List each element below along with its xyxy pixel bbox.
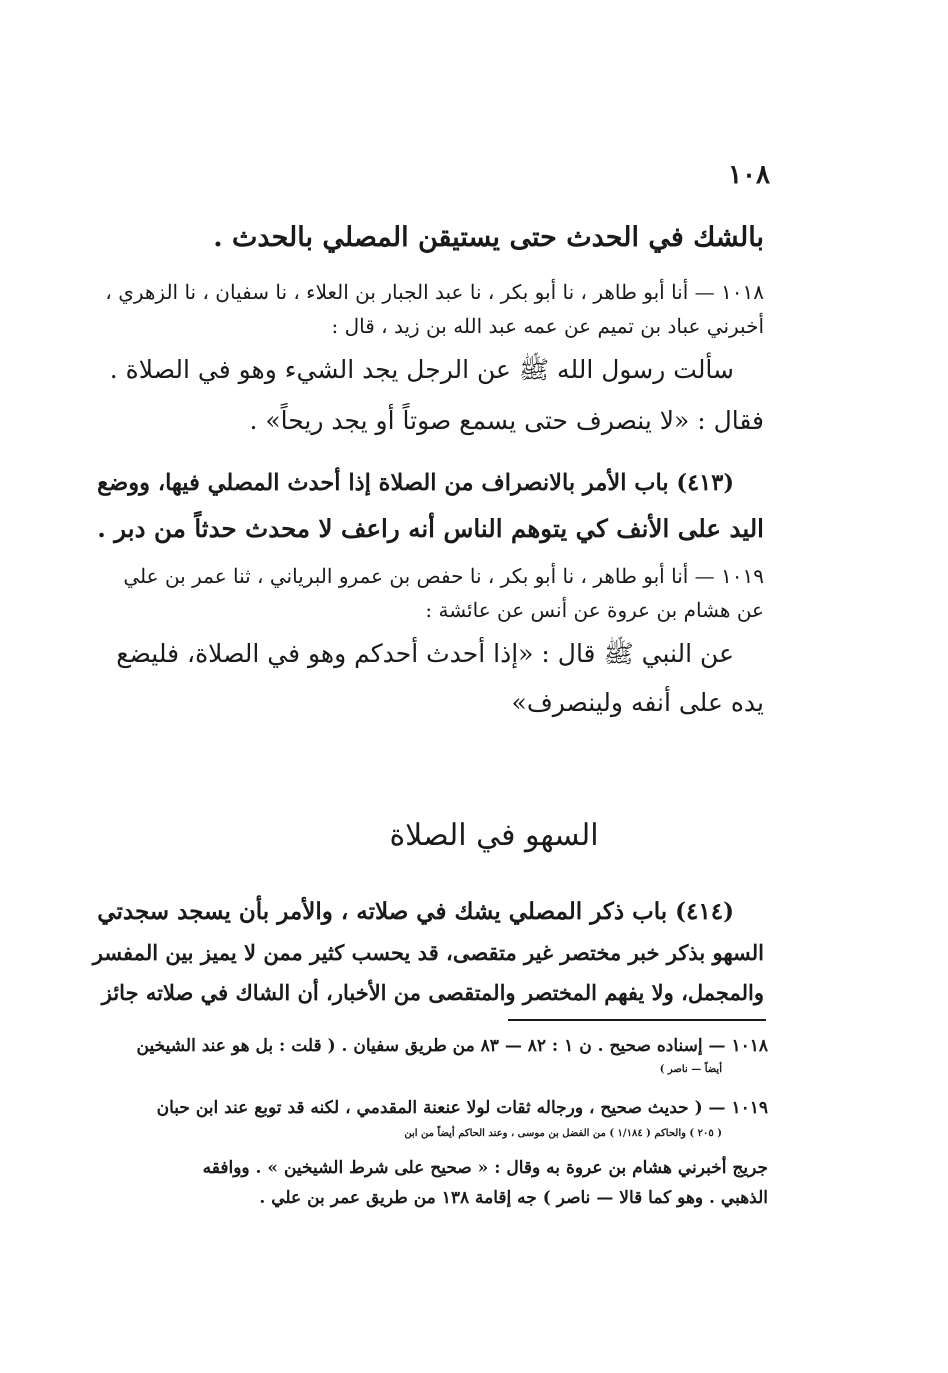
chapter-414-heading-line-2: السهو بذكر خبر مختصر غير متقصى، قد يحسب كثير ممن لا يميز بين المفسر: [92, 940, 764, 965]
hadith-1019-isnad-line-2: عن هشام بن عروة عن أنس عن عائشة :: [425, 598, 764, 622]
footnote-1019-line-2: ( ٢٠٥ ) والحاكم ( ١/١٨٤ ) من الفضل بن موسى ، وعند الحاكم أيضاً من ابن: [404, 1128, 722, 1139]
footnote-1019-line-1: ١٠١٩ — ( حديث صحيح ، ورجاله ثقات لولا عنعنة المقدمي ، لكنه قد توبع عند ابن حبان: [156, 1098, 768, 1118]
chapter-414-heading-line-1: (٤١٤) باب ذكر المصلي يشك في صلاته ، والأمر بأن يسجد سجدتي: [97, 898, 734, 925]
footnote-separator: [508, 1019, 766, 1021]
footnote-1018-line-2: أيضاً — ناصر ): [659, 1064, 722, 1075]
hadith-1019-isnad-line-1: ١٠١٩ — أنا أبو طاهر ، نا أبو بكر ، نا حفص بن عمرو البرياني ، ثنا عمر بن علي: [123, 564, 764, 588]
page-number: ١٠٨: [728, 160, 770, 190]
footnote-1018-line-1: ١٠١٨ — إسناده صحيح . ن ١ : ٨٢ — ٨٣ من طريق سفيان . ( قلت : بل هو عند الشيخين: [136, 1036, 768, 1056]
chapter-413-heading-line-1: (٤١٣) باب الأمر بالانصراف من الصلاة إذا أحدث المصلي فيها، ووضع: [97, 470, 734, 496]
section-title: السهو في الصلاة: [389, 818, 599, 853]
hadith-1018-matn-line-1: سألت رسول الله ﷺ عن الرجل يجد الشيء وهو في الصلاة .: [109, 355, 734, 384]
chapter-414-heading-line-3: والمجمل، ولا يفهم المختصر والمتقصى من الأخبار، أن الشاك في صلاته جائز: [101, 980, 764, 1005]
hadith-1019-matn-line-2: يده على أنفه ولينصرف»: [511, 688, 764, 717]
hadith-1019-matn-line-1: عن النبي ﷺ قال : «إذا أحدث أحدكم وهو في الصلاة، فليضع: [116, 639, 734, 668]
footnote-1019-line-3: جريج أخبرني هشام بن عروة به وقال : « صحيح على شرط الشيخين » . ووافقه: [202, 1158, 768, 1178]
footnote-1019-line-4: الذهبي . وهو كما قالا — ناصر ) جه إقامة ١٣٨ من طريق عمر بن علي .: [259, 1188, 768, 1208]
hadith-1018-isnad-line-1: ١٠١٨ — أنا أبو طاهر ، نا أبو بكر ، نا عبد الجبار بن العلاء ، نا سفيان ، نا الزهري ،: [105, 280, 764, 304]
chapter-413-heading-line-2: اليد على الأنف كي يتوهم الناس أنه راعف لا محدث حدثاً من دبر .: [97, 514, 764, 543]
hadith-1018-matn-line-2: فقال : «لا ينصرف حتى يسمع صوتاً أو يجد ريحاً» .: [249, 406, 764, 435]
continued-chapter-heading: بالشك في الحدث حتى يستيقن المصلي بالحدث .: [213, 222, 764, 253]
hadith-1018-isnad-line-2: أخبرني عباد بن تميم عن عمه عبد الله بن زيد ، قال :: [331, 314, 764, 338]
